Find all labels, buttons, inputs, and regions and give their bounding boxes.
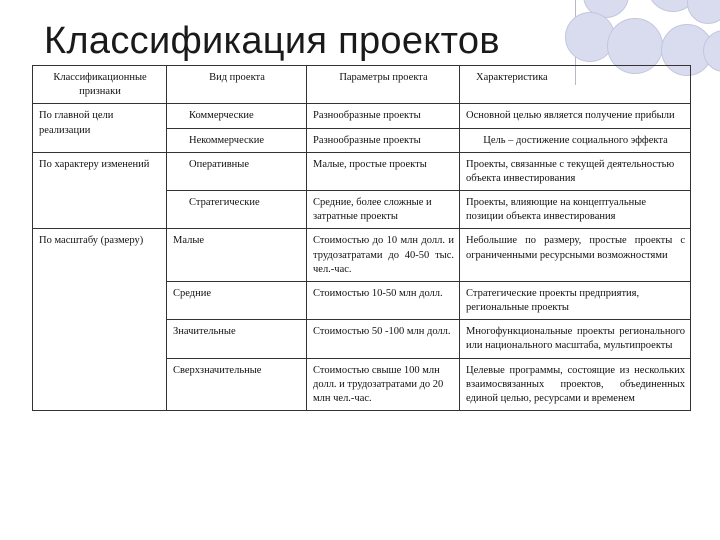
type-cell: Средние: [167, 281, 307, 319]
header-parameters: Параметры проекта: [307, 66, 460, 104]
type-cell: Некоммерческие: [167, 128, 307, 152]
desc-cell: Основной целью является получение прибыли: [460, 104, 691, 128]
type-cell: Стратегические: [167, 191, 307, 229]
desc-cell: Проекты, связанные с текущей деятельностью объекта инвестирования: [460, 152, 691, 190]
type-cell: Коммерческие: [167, 104, 307, 128]
classification-table: [32, 65, 691, 411]
params-cell: Стоимостью 10-50 млн долл.: [307, 281, 460, 319]
header-characteristic: Характеристика: [460, 66, 691, 104]
header-project-type: Вид проекта: [167, 66, 307, 104]
params-cell: Стоимостью 50 -100 млн долл.: [307, 320, 460, 358]
params-cell: Разнообразные проекты: [307, 104, 460, 128]
type-cell: Значительные: [167, 320, 307, 358]
table-row: [33, 104, 691, 128]
desc-cell: Стратегические проекты предприятия, региональные проекты: [460, 281, 691, 319]
table-row: [33, 152, 691, 190]
criterion-cell: По масштабу (размеру): [33, 229, 167, 411]
header-criteria: Классификационные признаки: [33, 66, 167, 104]
desc-cell: Целевые программы, состоящие из нескольких взаимосвязанных проектов, объединенных единой целью, ресурсами и временем: [460, 358, 691, 411]
params-cell: Стоимостью до 10 млн долл. и трудозатратами до 40-50 тыс. чел.-час.: [307, 229, 460, 282]
table-header-row: [33, 66, 691, 104]
table-row: [33, 229, 691, 282]
params-cell: Малые, простые проекты: [307, 152, 460, 190]
criterion-cell: По характеру изменений: [33, 152, 167, 229]
desc-cell: Небольшие по размеру, простые проекты с ограниченными ресурсными возможностями: [460, 229, 691, 282]
params-cell: Разнообразные проекты: [307, 128, 460, 152]
desc-cell: Цель – достижение социального эффекта: [460, 128, 691, 152]
desc-cell: Проекты, влияющие на концептуальные позиции объекта инвестирования: [460, 191, 691, 229]
type-cell: Сверхзначительные: [167, 358, 307, 411]
page-title: Классификация проектов: [44, 20, 500, 62]
decorative-circle: [687, 0, 720, 24]
params-cell: Стоимостью свыше 100 млн долл. и трудозатратами до 20 млн чел.-час.: [307, 358, 460, 411]
params-cell: Средние, более сложные и затратные проекты: [307, 191, 460, 229]
criterion-cell: По главной цели реализации: [33, 104, 167, 152]
type-cell: Малые: [167, 229, 307, 282]
type-cell: Оперативные: [167, 152, 307, 190]
desc-cell: Многофункциональные проекты регионального или национального масштаба, мультипроекты: [460, 320, 691, 358]
